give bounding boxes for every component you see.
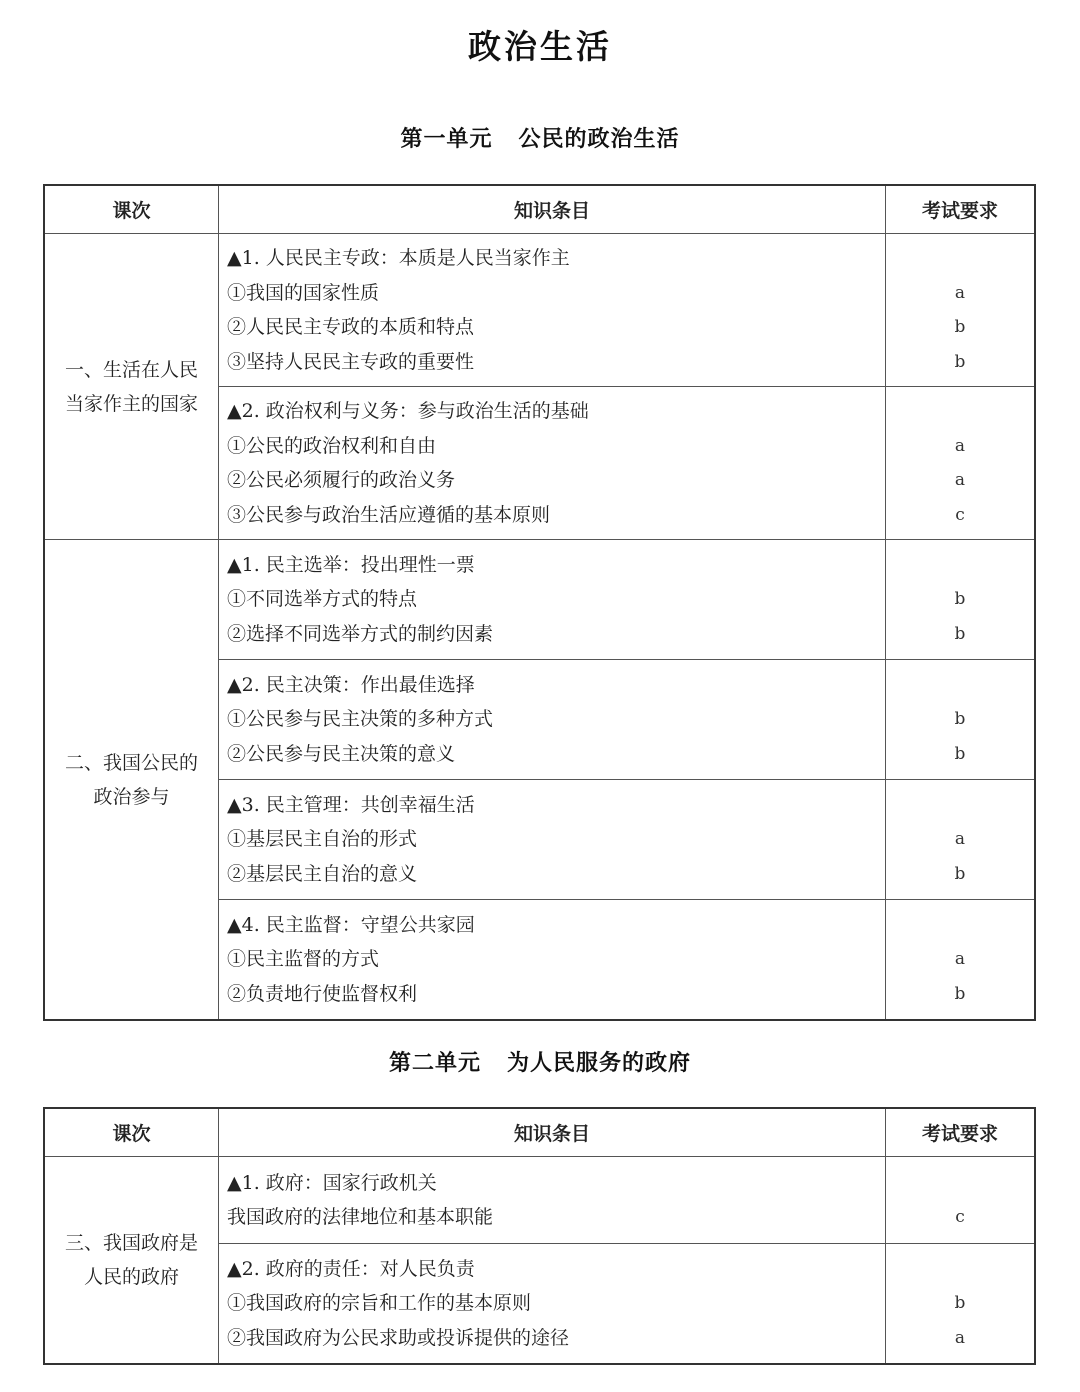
topic-items-cell [219, 660, 886, 780]
topic-heading: ▲4. 民主监督：守望公共家园 [227, 913, 475, 936]
lesson-name-line: 一、生活在人民 [64, 358, 198, 381]
topic-items-cell [219, 1244, 886, 1364]
requirement-value: b [954, 317, 966, 337]
header-knowledge: 知识条目 [219, 1109, 886, 1157]
requirement-value: b [954, 351, 966, 372]
header-requirement: 考试要求 [886, 1109, 1035, 1157]
requirement-value: b [954, 863, 966, 884]
knowledge-item: ②人民民主专政的本质和特点 [227, 316, 475, 338]
unit-1-number: 第一单元 [400, 127, 493, 152]
requirement-cell [886, 540, 1035, 660]
knowledge-item: ②我国政府为公民求助或投诉提供的途径 [227, 1326, 570, 1349]
knowledge-item: ②选择不同选举方式的制约因素 [227, 622, 494, 645]
knowledge-item: ①我国的国家性质 [227, 281, 380, 304]
table-row [45, 1157, 1035, 1244]
knowledge-item: ②负责地行使监督权利 [227, 982, 418, 1005]
topic-items-cell [219, 540, 886, 660]
requirement-value: a [954, 470, 966, 490]
requirement-value: b [954, 623, 966, 644]
page-title: 政治生活 [468, 27, 612, 66]
knowledge-item: ①不同选举方式的特点 [227, 588, 418, 611]
topic-heading: ▲1. 政府：国家行政机关 [227, 1171, 437, 1194]
requirement-cell [886, 660, 1035, 780]
table-row [45, 540, 1035, 660]
requirement-cell [886, 900, 1035, 1020]
topic-heading: ▲3. 民主管理：共创幸福生活 [227, 793, 475, 816]
header-knowledge: 知识条目 [219, 186, 886, 234]
requirement-value: a [954, 829, 966, 850]
topic-heading: ▲2. 民主决策：作出最佳选择 [227, 673, 475, 696]
knowledge-item: ②公民必须履行的政治义务 [227, 469, 456, 491]
topic-heading: ▲2. 政治权利与义务：参与政治生活的基础 [227, 400, 589, 422]
requirement-value: a [954, 435, 966, 456]
topic-items-cell [219, 1157, 886, 1244]
topic-items-cell [219, 387, 886, 540]
requirement-cell [886, 387, 1035, 540]
header-lesson: 课次 [45, 1109, 219, 1157]
table-header-row [45, 1109, 1035, 1157]
lesson-name-line: 人民的政府 [83, 1266, 179, 1288]
unit-1-table [44, 185, 1035, 1020]
requirement-value: a [954, 282, 966, 303]
knowledge-item: ①民主监督的方式 [227, 948, 380, 971]
requirement-value: c [955, 504, 965, 525]
knowledge-item: ③坚持人民民主专政的重要性 [227, 350, 475, 373]
topic-heading: ▲1. 人民民主专政：本质是人民当家作主 [227, 247, 570, 269]
header-lesson: 课次 [45, 186, 219, 234]
unit-2-title [0, 1047, 1080, 1081]
topic-heading: ▲1. 民主选举：投出理性一票 [227, 553, 475, 576]
unit-1-name: 公民的政治生活 [518, 127, 680, 152]
requirement-value: a [954, 1327, 966, 1348]
lesson-cell [45, 234, 219, 540]
topic-heading: ▲2. 政府的责任：对人民负责 [227, 1257, 475, 1280]
header-requirement: 考试要求 [886, 186, 1035, 234]
knowledge-item: ①公民参与民主决策的多种方式 [227, 708, 494, 731]
unit-2-number: 第二单元 [388, 1051, 481, 1076]
topic-items-cell [219, 234, 886, 387]
knowledge-item: 我国政府的法律地位和基本职能 [227, 1206, 494, 1228]
unit-2-table [44, 1108, 1035, 1364]
unit-2-name: 为人民服务的政府 [507, 1051, 692, 1076]
requirement-value: b [954, 709, 966, 730]
table-header-row [45, 186, 1035, 234]
requirement-cell [886, 234, 1035, 387]
lesson-cell [45, 1157, 219, 1364]
topic-items-cell [219, 780, 886, 900]
knowledge-item: ③公民参与政治生活应遵循的基本原则 [227, 503, 551, 526]
lesson-name-line: 当家作主的国家 [64, 392, 198, 415]
requirement-cell [886, 1157, 1035, 1244]
lesson-name-line: 政治参与 [93, 785, 170, 808]
requirement-value: c [955, 1207, 965, 1227]
knowledge-item: ①公民的政治权利和自由 [227, 434, 437, 457]
unit-1-title [0, 123, 1080, 157]
requirement-value: b [954, 983, 966, 1004]
knowledge-item: ②基层民主自治的意义 [227, 862, 418, 885]
topic-items-cell [219, 900, 886, 1020]
knowledge-item: ②公民参与民主决策的意义 [227, 742, 456, 765]
lesson-name-line: 二、我国公民的 [64, 751, 198, 774]
table-row [45, 234, 1035, 387]
knowledge-item: ①基层民主自治的形式 [227, 828, 418, 851]
requirement-value: b [954, 743, 966, 764]
requirement-value: b [954, 589, 966, 610]
lesson-name-line: 三、我国政府是 [64, 1232, 198, 1254]
requirement-cell [886, 1244, 1035, 1364]
requirement-cell [886, 780, 1035, 900]
requirement-value: a [954, 949, 966, 970]
knowledge-item: ①我国政府的宗旨和工作的基本原则 [227, 1292, 532, 1315]
requirement-value: b [954, 1293, 966, 1314]
lesson-cell [45, 540, 219, 1020]
